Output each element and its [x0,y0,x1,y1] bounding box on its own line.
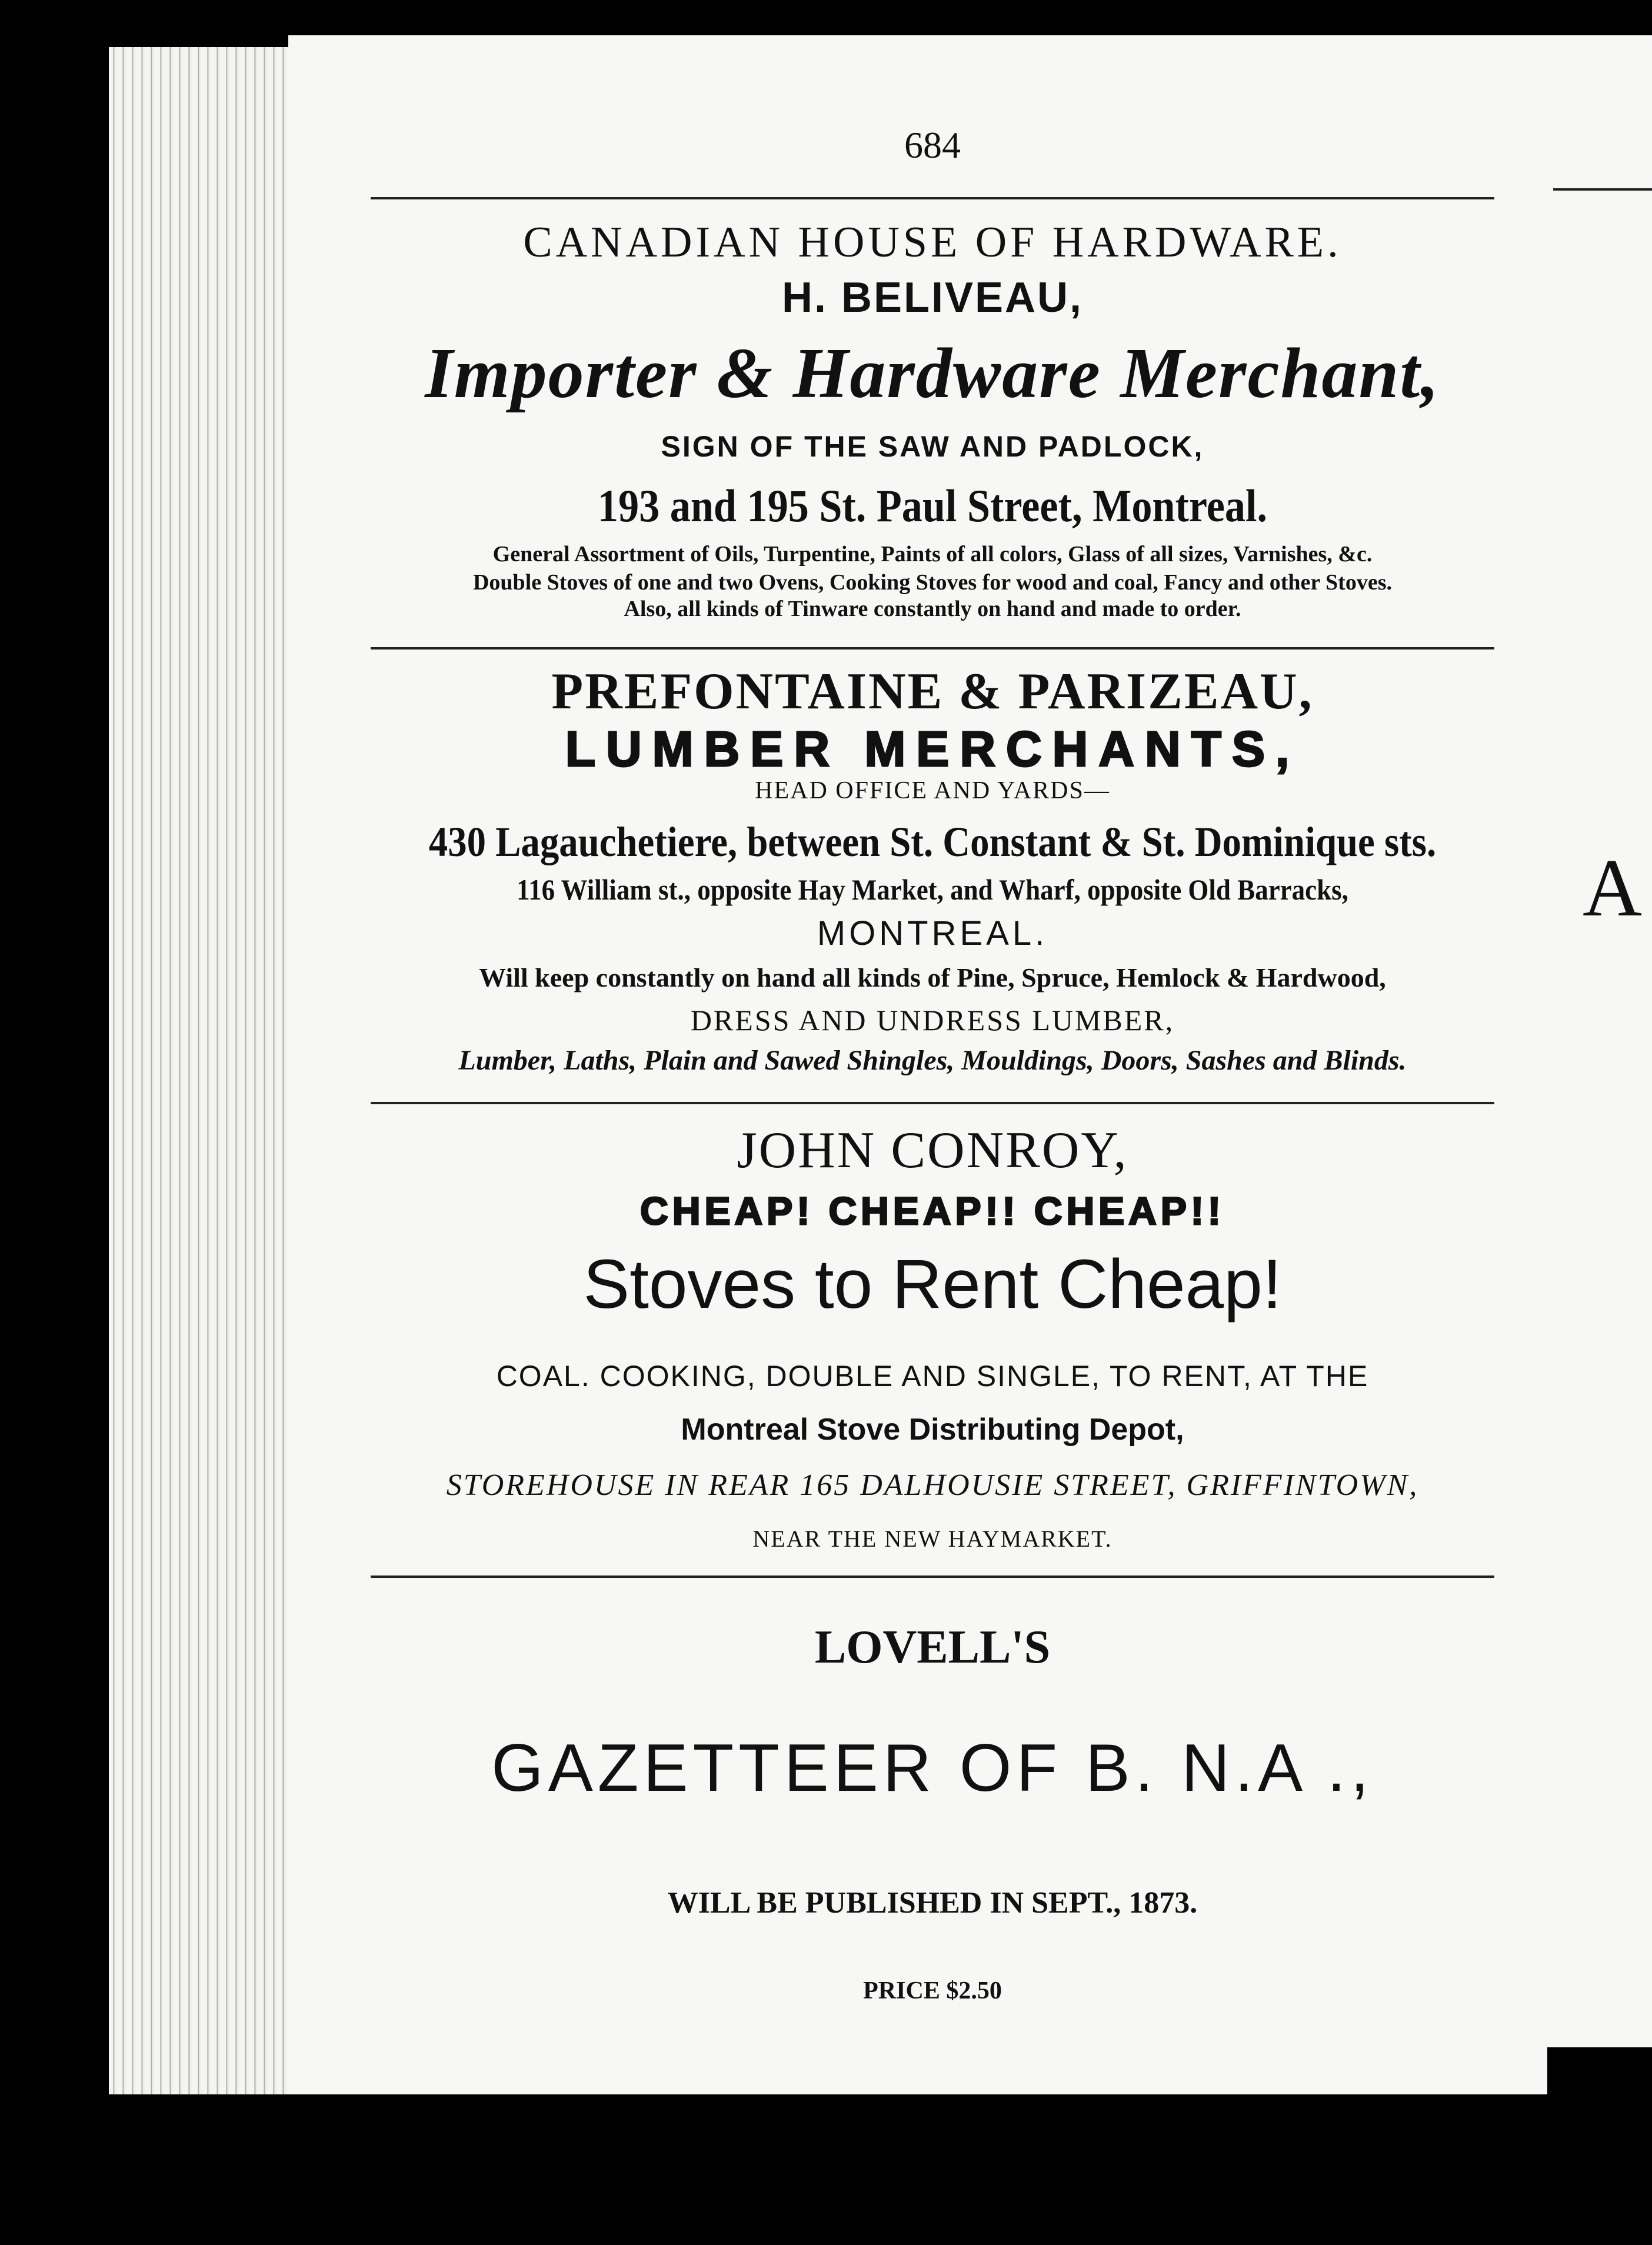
conroy-near: NEAR THE NEW HAYMARKET. [752,1525,1113,1552]
prefontaine-trade: LUMBER MERCHANTS, [565,721,1300,777]
beliveau-sign: SIGN OF THE SAW AND PADLOCK, [661,430,1204,463]
facing-page-letter: A [1583,842,1643,934]
prefontaine-head-office: HEAD OFFICE AND YARDS— [755,777,1110,804]
prefontaine-name: PREFONTAINE & PARIZEAU, [551,663,1314,720]
beliveau-name: H. BELIVEAU, [781,274,1084,321]
prefontaine-dress: DRESS AND UNDRESS LUMBER, [690,1004,1175,1037]
prefontaine-stock: Will keep constantly on hand all kinds of Pine, Spruce, Hemlock & Hardwood, [479,962,1386,992]
beliveau-address: 193 and 195 St. Paul Street, Montreal. [597,480,1268,531]
prefontaine-products: Lumber, Laths, Plain and Sawed Shingles, Mouldings, Doors, Sashes and Blinds. [458,1045,1407,1076]
page-number: 684 [904,124,961,166]
conroy-name: JOHN CONROY, [737,1122,1128,1179]
conroy-coal: COAL. COOKING, DOUBLE AND SINGLE, TO RENT, AT THE [496,1360,1369,1393]
lovell-title: GAZETTEER OF B. N.A ., [491,1731,1374,1806]
conroy-depot: Montreal Stove Distributing Depot, [681,1413,1184,1447]
prefontaine-city: MONTREAL. [817,914,1048,952]
conroy-headline: Stoves to Rent Cheap! [583,1245,1282,1323]
divider-2 [371,1102,1494,1104]
beliveau-line-1: General Assortment of Oils, Turpentine, Paints of all colors, Glass of all sizes, Varnishes, &c. [492,542,1373,567]
divider-1 [371,647,1494,649]
lovell-price: PRICE $2.50 [863,1977,1002,2004]
conroy-cheap: CHEAP! CHEAP!! CHEAP!! [640,1189,1225,1233]
prefontaine-address-2: 116 William st., opposite Hay Market, and Wharf, opposite Old Barracks, [517,873,1348,906]
beliveau-line-2: Double Stoves of one and two Ovens, Cooking Stoves for wood and coal, Fancy and other Stoves. [472,570,1392,595]
beliveau-tagline: Importer & Hardware Merchant, [425,334,1440,413]
divider-top [371,197,1494,199]
beliveau-title: CANADIAN HOUSE OF HARDWARE. [523,218,1342,267]
book-page-edges [109,47,303,2094]
divider-3 [371,1576,1494,1578]
lovell-published: WILL BE PUBLISHED IN SEPT., 1873. [667,1886,1198,1920]
prefontaine-address-1: 430 Lagauchetiere, between St. Constant & St. Dominique sts. [428,818,1437,865]
beliveau-line-3: Also, all kinds of Tinware constantly on hand and made to order. [624,597,1241,621]
facing-page-rule [1553,188,1652,191]
lovell-name: LOVELL'S [814,1621,1051,1673]
facing-page [1546,35,1652,2047]
conroy-storehouse: STOREHOUSE IN REAR 165 DALHOUSIE STREET, GRIFFINTOWN, [446,1468,1419,1502]
